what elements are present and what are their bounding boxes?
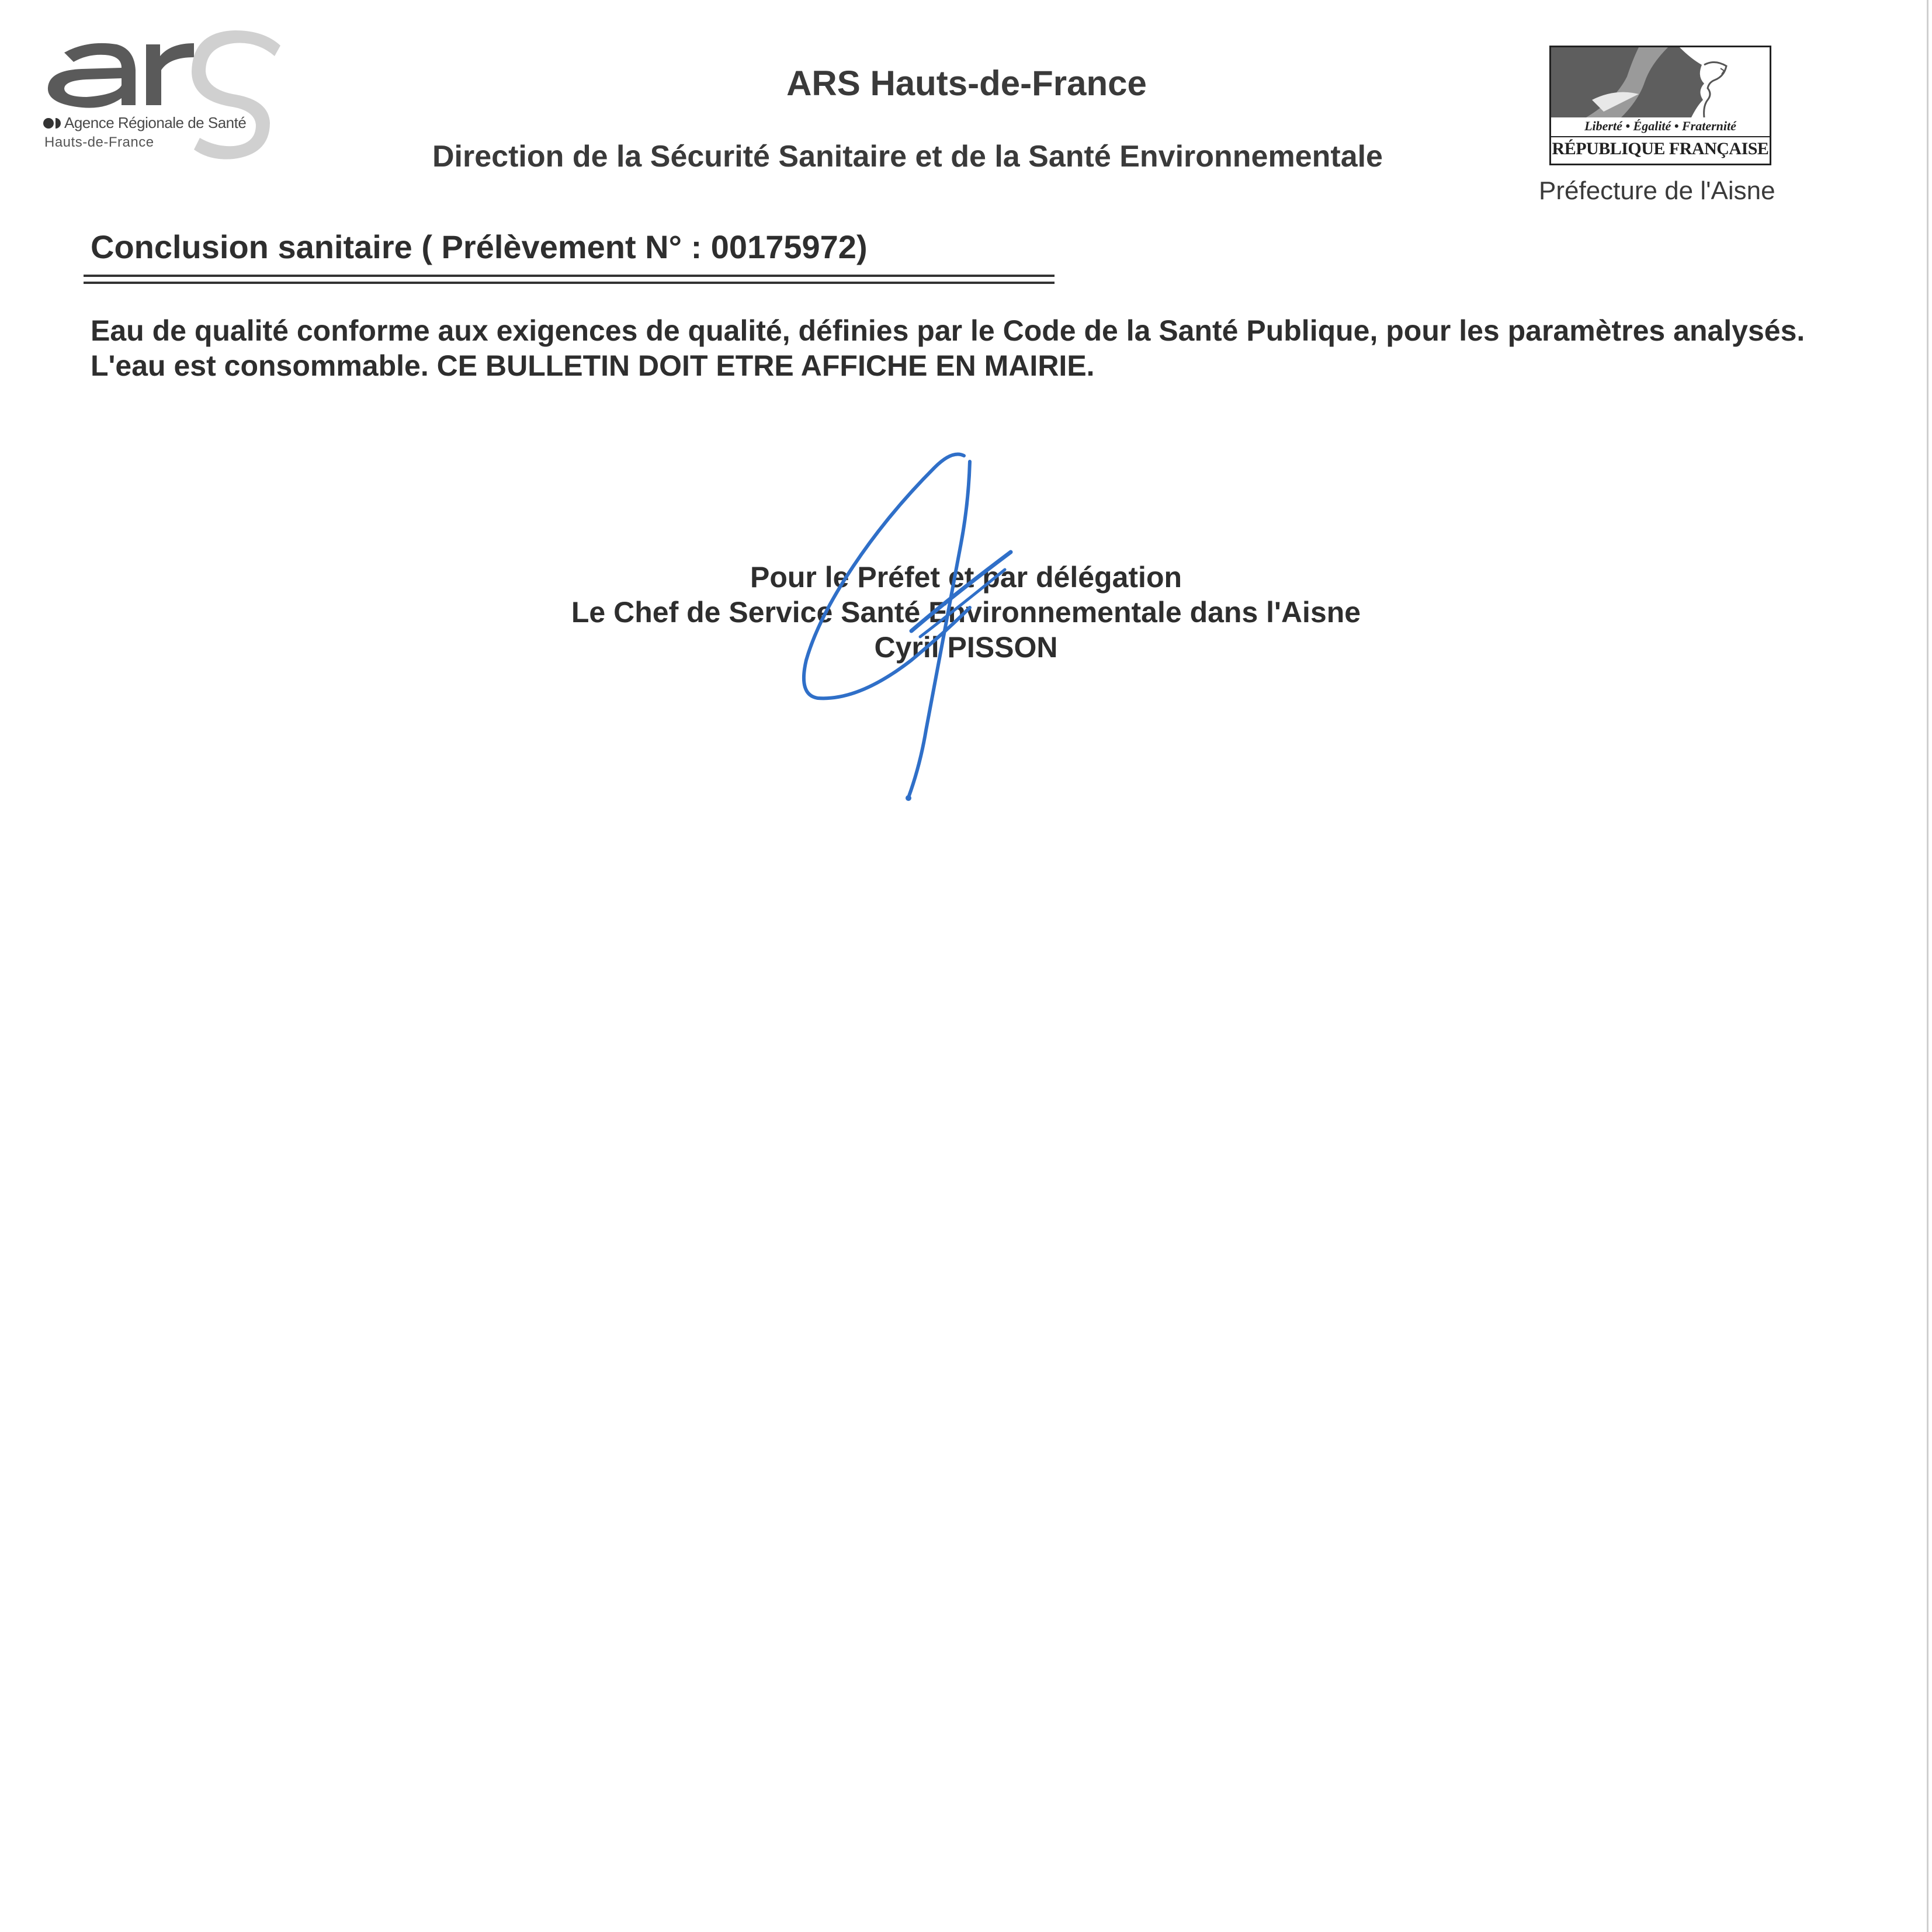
agency-name [43, 114, 246, 132]
conclusion-body [91, 313, 1805, 383]
republic-name: RÉPUBLIQUE FRANÇAISE [1552, 139, 1769, 158]
title-underline-top [84, 275, 1055, 277]
agency-region: Hauts-de-France [44, 134, 154, 150]
signatory-block [0, 560, 1932, 665]
prefecture-name: Préfecture de l'Aisne [1539, 176, 1775, 205]
ars-dots-icon [43, 118, 61, 129]
emblem-divider [1551, 136, 1770, 137]
conclusion-line-1: Eau de qualité conforme aux exigences de qualité, définies par le Code de la Santé Publique, pour les paramètres analysés. [91, 314, 1805, 347]
agency-name-text: Agence Régionale de Santé [64, 114, 247, 131]
title-underline-bottom [84, 282, 1055, 284]
signatory-title: Le Chef de Service Santé Environnementale dans l'Aisne [571, 596, 1361, 629]
page-subtitle: Direction de la Sécurité Sanitaire et de la Santé Environnementale [432, 140, 1383, 174]
conclusion-title: Conclusion sanitaire ( Prélèvement N° : 00175972) [91, 228, 868, 265]
signatory-name: Cyril PISSON [874, 631, 1058, 664]
signatory-delegation: Pour le Préfet et par délégation [750, 561, 1182, 594]
page-title-text: ARS Hauts-de-France [786, 64, 1147, 103]
scan-edge-line [1927, 0, 1928, 1932]
marianne-icon [1551, 47, 1770, 117]
republic-motto: Liberté • Égalité • Fraternité [1584, 119, 1736, 133]
republique-francaise-emblem [1549, 46, 1771, 165]
conclusion-line-2: L'eau est consommable. CE BULLETIN DOIT ETRE AFFICHE EN MAIRIE. [91, 349, 1095, 382]
